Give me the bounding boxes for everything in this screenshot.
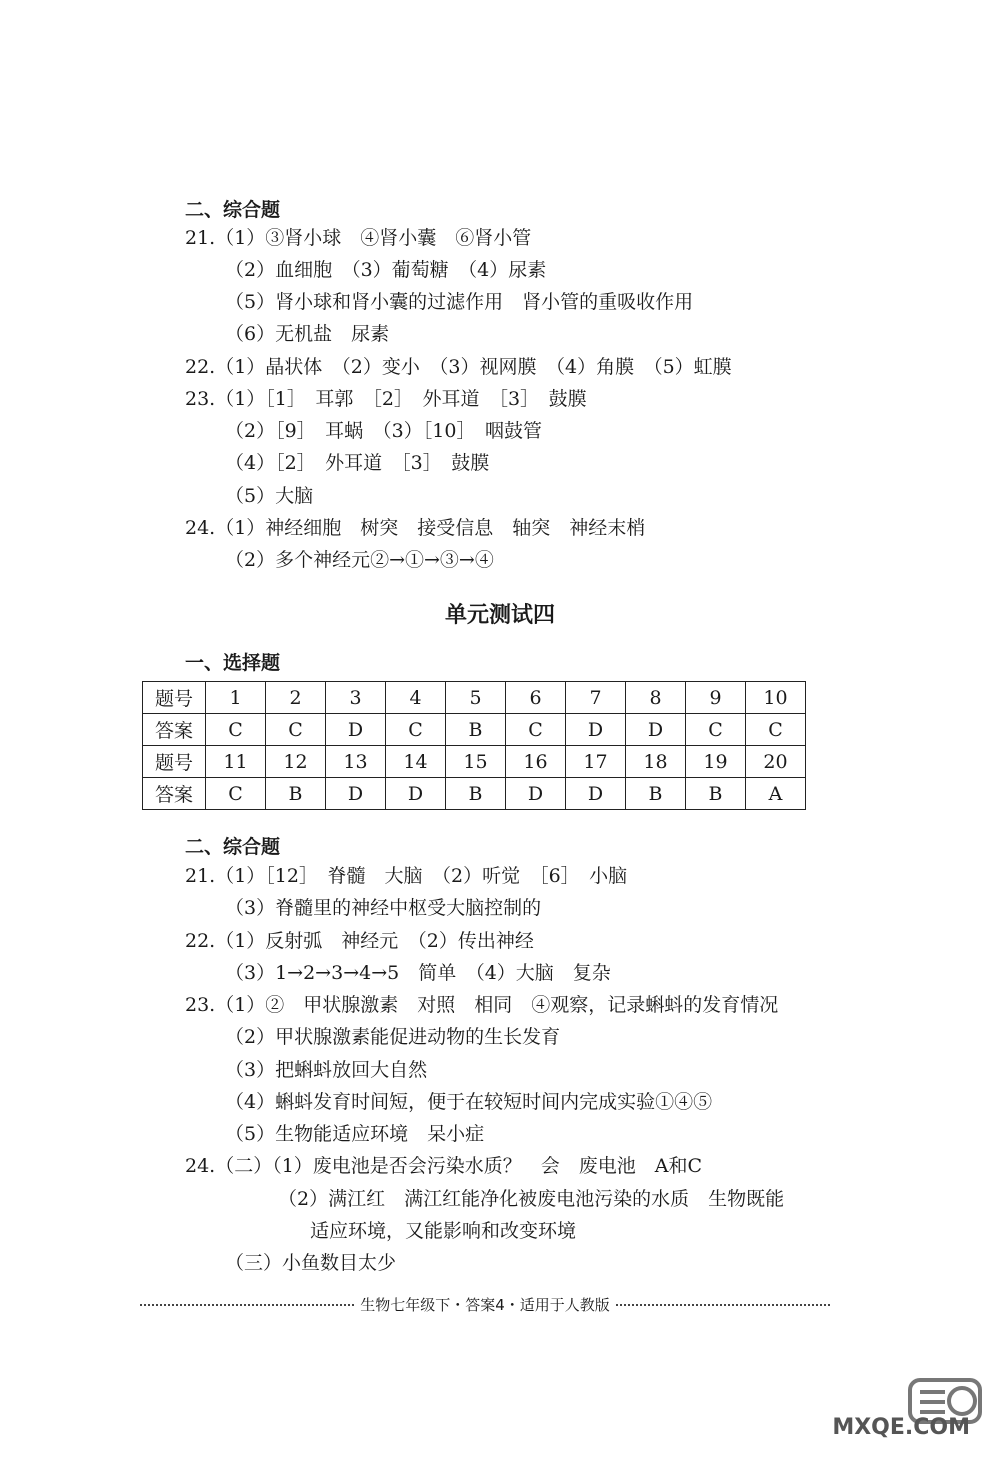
table-row xyxy=(143,746,806,778)
page-footer xyxy=(140,1294,830,1315)
table-cell: C xyxy=(386,714,446,746)
table-cell: 3 xyxy=(326,682,386,714)
table-cell: B xyxy=(686,778,746,810)
answer-line: （2）甲状腺激素能促进动物的生长发育 xyxy=(225,1026,561,1048)
table-cell: A xyxy=(746,778,806,810)
table-cell: 20 xyxy=(746,746,806,778)
footer-text: 生物七年级下・答案4・适用于人教版 xyxy=(360,1296,610,1314)
table-row xyxy=(143,714,806,746)
table-cell: 9 xyxy=(686,682,746,714)
table-cell: D xyxy=(326,714,386,746)
table-row xyxy=(143,682,806,714)
answer-line: （5）肾小球和肾小囊的过滤作用 肾小管的重吸收作用 xyxy=(225,291,694,313)
table-cell: 5 xyxy=(446,682,506,714)
table-cell: 1 xyxy=(206,682,266,714)
table-cell: 11 xyxy=(206,746,266,778)
section-heading-choice: 一、选择题 xyxy=(185,652,281,674)
table-cell: 4 xyxy=(386,682,446,714)
table-cell: 13 xyxy=(326,746,386,778)
footer-divider xyxy=(140,1304,354,1306)
answer-line: 24.（二）（1）废电池是否会污染水质？ 会 废电池 A和C xyxy=(185,1155,703,1177)
answer-line: （4）蝌蚪发育时间短，便于在较短时间内完成实验①④⑤ xyxy=(225,1091,713,1113)
footer-divider xyxy=(616,1304,830,1306)
table-cell: B xyxy=(266,778,326,810)
row-label: 题号 xyxy=(143,682,206,714)
answer-line: （6）无机盐 尿素 xyxy=(225,323,390,345)
table-cell: C xyxy=(746,714,806,746)
table-cell: 6 xyxy=(506,682,566,714)
table-cell: B xyxy=(626,778,686,810)
table-cell: 17 xyxy=(566,746,626,778)
answer-line: （5）生物能适应环境 呆小症 xyxy=(225,1123,485,1145)
watermark-text: MXQE.COM xyxy=(832,1415,970,1440)
table-cell: C xyxy=(206,778,266,810)
table-cell: 16 xyxy=(506,746,566,778)
answer-line: 24.（1）神经细胞 树突 接受信息 轴突 神经末梢 xyxy=(185,517,646,539)
answer-line: 21.（1）［12］ 脊髓 大脑 （2）听觉 ［6］ 小脑 xyxy=(185,865,628,887)
table-cell: C xyxy=(686,714,746,746)
answer-line: （3）把蝌蚪放回大自然 xyxy=(225,1059,428,1081)
table-cell: 8 xyxy=(626,682,686,714)
table-cell: 15 xyxy=(446,746,506,778)
row-label: 题号 xyxy=(143,746,206,778)
table-cell: 19 xyxy=(686,746,746,778)
answer-line: （2）［9］ 耳蜗 （3）［10］ 咽鼓管 xyxy=(225,420,542,442)
table-cell: C xyxy=(266,714,326,746)
answer-table xyxy=(142,681,806,810)
table-cell: 12 xyxy=(266,746,326,778)
table-cell: B xyxy=(446,778,506,810)
section-heading-comprehensive-1: 二、综合题 xyxy=(185,199,281,221)
table-cell: 7 xyxy=(566,682,626,714)
answer-line: 22.（1）晶状体 （2）变小 （3）视网膜 （4）角膜 （5）虹膜 xyxy=(185,356,732,378)
table-cell: D xyxy=(386,778,446,810)
answer-line: （3）脊髓里的神经中枢受大脑控制的 xyxy=(225,897,542,919)
table-row xyxy=(143,778,806,810)
table-cell: 14 xyxy=(386,746,446,778)
table-cell: C xyxy=(506,714,566,746)
table-cell: D xyxy=(326,778,386,810)
row-label: 答案 xyxy=(143,778,206,810)
table-cell: 2 xyxy=(266,682,326,714)
answer-line: 23.（1）［1］ 耳郭 ［2］ 外耳道 ［3］ 鼓膜 xyxy=(185,388,587,410)
answer-line: 23.（1）② 甲状腺激素 对照 相同 ④观察，记录蝌蚪的发育情况 xyxy=(185,994,779,1016)
table-cell: D xyxy=(566,714,626,746)
answer-line: 22.（1）反射弧 神经元 （2）传出神经 xyxy=(185,930,534,952)
answer-line: （2）血细胞 （3）葡萄糖 （4）尿素 xyxy=(225,259,547,281)
table-cell: D xyxy=(566,778,626,810)
unit-title: 单元测试四 xyxy=(444,603,555,628)
answer-line: 21.（1）③肾小球 ④肾小囊 ⑥肾小管 xyxy=(185,227,532,249)
row-label: 答案 xyxy=(143,714,206,746)
answer-line: （4）［2］ 外耳道 ［3］ 鼓膜 xyxy=(225,452,490,474)
table-cell: B xyxy=(446,714,506,746)
answer-line: （2）满江红 满江红能净化被废电池污染的水质 生物既能 xyxy=(278,1188,785,1210)
answer-line: （3）1→2→3→4→5 简单 （4）大脑 复杂 xyxy=(225,962,611,984)
table-cell: 10 xyxy=(746,682,806,714)
answer-line: （5）大脑 xyxy=(225,485,314,507)
table-cell: D xyxy=(506,778,566,810)
section-heading-comprehensive-2: 二、综合题 xyxy=(185,836,281,858)
watermark-logo xyxy=(832,1372,990,1452)
table-cell: 18 xyxy=(626,746,686,778)
answer-line: （2）多个神经元②→①→③→④ xyxy=(225,549,494,571)
table-cell: D xyxy=(626,714,686,746)
table-cell: C xyxy=(206,714,266,746)
answer-line: （三）小鱼数目太少 xyxy=(225,1252,397,1274)
answer-line: 适应环境，又能影响和改变环境 xyxy=(310,1220,577,1242)
